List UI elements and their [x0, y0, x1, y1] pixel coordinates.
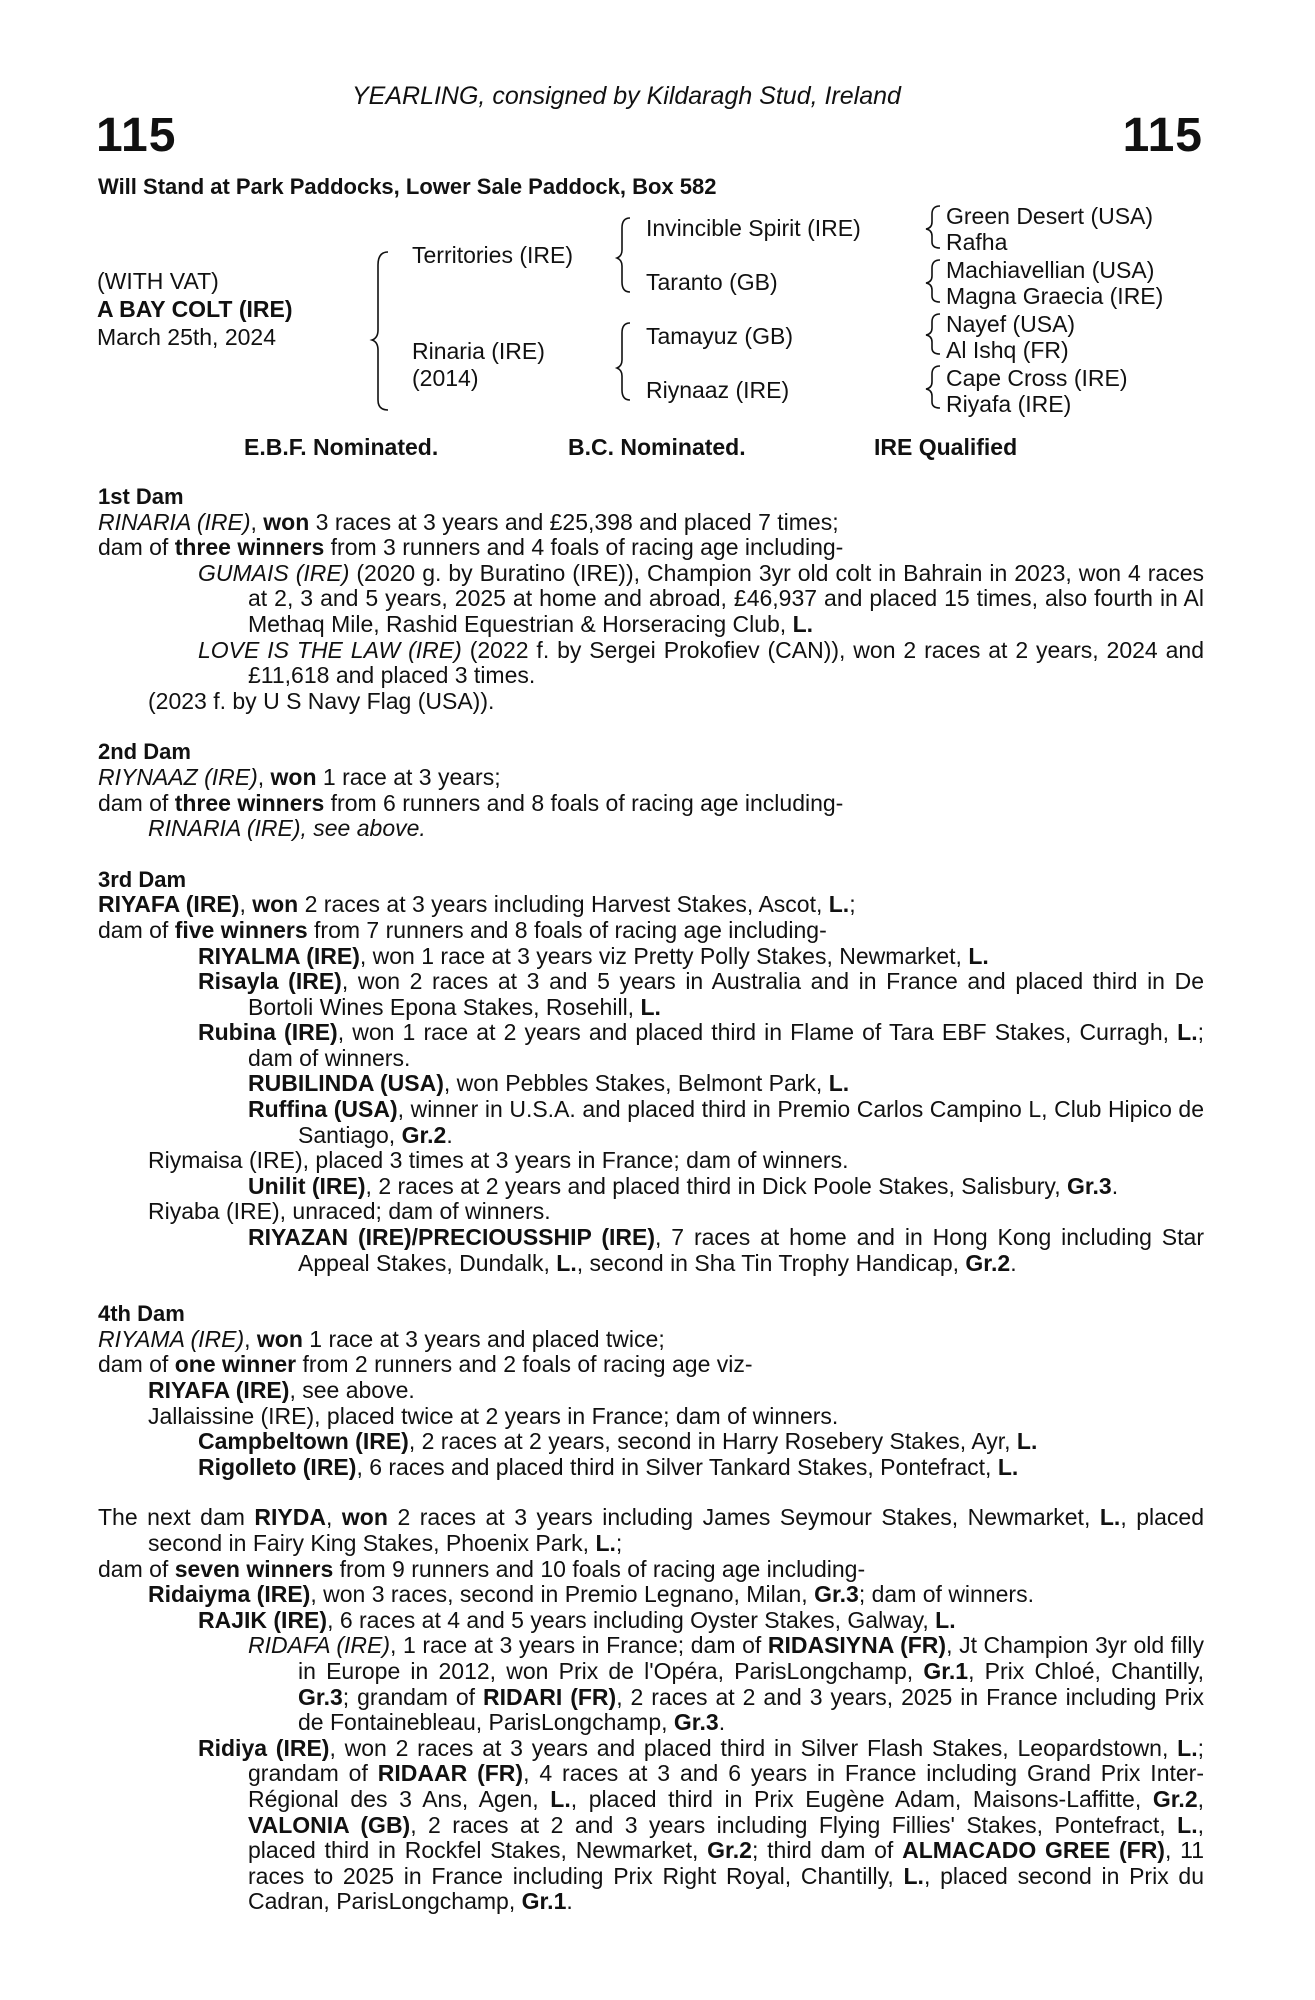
second-dam-heading: 2nd Dam — [98, 739, 191, 765]
second-dam-line: RIYNAAZ (IRE), won 1 race at 3 years; — [98, 763, 501, 790]
third-dam-grandprogeny-1: RUBILINDA (USA), won Pebbles Stakes, Belmont Park, L. — [248, 1070, 850, 1097]
third-dam-progeny-3: Rubina (IRE), won 1 race at 2 years and placed third in Flame of Tara EBF Stakes, Curragh, L.; dam of winners. — [198, 1019, 1204, 1071]
dds: Cape Cross (IRE) — [946, 365, 1128, 391]
third-dam-progeny-2: Risayla (IRE), won 2 races at 3 and 5 years in Australia and in France and placed third in De Bortoli Wines Epona Stakes, Rosehill, L. — [198, 968, 1204, 1020]
sds: Machiavellian (USA) — [946, 257, 1155, 283]
consignment-line: YEARLING, consigned by Kildaragh Stud, Ireland — [352, 82, 901, 110]
third-dam-grandprogeny-3: Unilit (IRE), 2 races at 2 years and placed third in Dick Poole Stakes, Salisbury, Gr.3. — [248, 1172, 1119, 1199]
next-dam-line: The next dam RIYDA, won 2 races at 3 years including James Seymour Stakes, Newmarket, L., placed second in Fairy King Stakes, Phoenix Park, L.; — [98, 1504, 1205, 1556]
third-dam-progeny-4: Riymaisa (IRE), placed 3 times at 3 years in France; dam of winners. — [148, 1147, 849, 1174]
ssd: Rafha — [946, 229, 1008, 255]
sdd: Magna Graecia (IRE) — [946, 283, 1164, 309]
lot-number-right: 115 — [1122, 109, 1203, 162]
fourth-dam-produce-summary: dam of one winner from 2 runners and 2 foals of racing age viz- — [98, 1351, 753, 1378]
third-dam-heading: 3rd Dam — [98, 866, 187, 892]
first-dam-progeny-1: GUMAIS (IRE) (2020 g. by Buratino (IRE)), Champion 3yr old colt in Bahrain in 2023, won 4 races at 2, 3 and 5 years, 2025 at home and abroad, £46,937 and placed 15 times, also fourth in Al Methaq Mile, Rashid Equestrian & Horseracing Club, L. — [198, 559, 1205, 637]
third-dam-grandprogeny-2: Ruffina (USA), winner in U.S.A. and placed third in Premio Carlos Campino L, Club Hipico de Santiago, Gr.2. — [248, 1096, 1204, 1148]
first-dam-produce-summary: dam of three winners from 3 runners and 4 foals of racing age including- — [98, 534, 844, 561]
vat-note: (WITH VAT) — [97, 268, 219, 294]
sire-dam: Taranto (GB) — [646, 269, 778, 295]
dam-dam: Riynaaz (IRE) — [646, 377, 790, 403]
dam-sire: Tamayuz (GB) — [646, 323, 793, 349]
second-dam-produce-summary: dam of three winners from 6 runners and 8 foals of racing age including- — [98, 789, 844, 816]
third-dam-grandprogeny-4: RIYAZAN (IRE)/PRECIOUSSHIP (IRE), 7 races at home and in Hong Kong including Star Appeal Stakes, Dundalk, L., second in Sha Tin Trophy Handicap, Gr.2. — [248, 1224, 1204, 1276]
bc-nominated: B.C. Nominated. — [568, 434, 746, 460]
fourth-dam-grandprogeny-2: Rigolleto (IRE), 6 races and placed third in Silver Tankard Stakes, Pontefract, L. — [198, 1453, 1019, 1480]
second-dam-progeny-1: RINARIA (IRE), see above. — [148, 815, 426, 842]
third-dam-line: RIYAFA (IRE), won 2 races at 3 years including Harvest Stakes, Ascot, L.; — [98, 891, 856, 918]
third-dam-produce-summary: dam of five winners from 7 runners and 8 foals of racing age including- — [98, 916, 827, 943]
lot-number-left: 115 — [96, 109, 177, 162]
ebf-nominated: E.B.F. Nominated. — [244, 434, 439, 460]
fourth-dam-grandprogeny-1: Campbeltown (IRE), 2 races at 2 years, second in Harry Rosebery Stakes, Ayr, L. — [198, 1428, 1038, 1455]
third-dam-progeny-1: RIYALMA (IRE), won 1 race at 3 years viz Pretty Polly Stakes, Newmarket, L. — [198, 942, 989, 969]
foaling-date: March 25th, 2024 — [97, 324, 277, 350]
first-dam-progeny-3: (2023 f. by U S Navy Flag (USA)). — [148, 687, 495, 714]
sire-sire: Invincible Spirit (IRE) — [646, 215, 861, 241]
ire-qualified: IRE Qualified — [874, 434, 1018, 460]
next-dam-produce-summary: dam of seven winners from 9 runners and 10 foals of racing age including- — [98, 1555, 866, 1582]
sss: Green Desert (USA) — [946, 203, 1154, 229]
next-dam-grandprogeny-1: RAJIK (IRE), 6 races at 4 and 5 years including Oyster Stakes, Galway, L. — [198, 1606, 956, 1633]
next-dam-progeny-2: Ridiya (IRE), won 2 races at 3 years and placed third in Silver Flash Stakes, Leopardstown, L.; grandam of RIDAAR (FR), 4 races at 3 and 6 years in France including Grand Prix Inter-Régional des 3 Ans, Agen, L., placed third in Prix Eugène Adam, Maisons-Laffitte, Gr.2, VALONIA (GB), 2 races at 2 and 3 years including Flying Fillies' Stakes, Pontefract, L., placed third in Rockfel Stakes, Newmarket, Gr.2; third dam of ALMACADO GREE (FR), 11 races to 2025 in France including Prix Right Royal, Chantilly, L., placed second in Prix du Cadran, ParisLongchamp, Gr.1. — [198, 1734, 1205, 1915]
first-dam-progeny-2: LOVE IS THE LAW (IRE) (2022 f. by Sergei Prokofiev (CAN)), won 2 races at 2 years, 2024 and £11,618 and placed 3 times. — [198, 636, 1204, 689]
next-dam-progeny-1: Ridaiyma (IRE), won 3 races, second in Premio Legnano, Milan, Gr.3; dam of winners. — [148, 1581, 1034, 1608]
first-dam-line: RINARIA (IRE), won 3 races at 3 years and £25,398 and placed 7 times; — [98, 508, 839, 535]
dam: Rinaria (IRE) — [412, 338, 545, 364]
third-dam-progeny-5: Riyaba (IRE), unraced; dam of winners. — [148, 1198, 551, 1225]
first-dam-heading: 1st Dam — [98, 484, 184, 509]
fourth-dam-progeny-2: Jallaissine (IRE), placed twice at 2 years in France; dam of winners. — [148, 1402, 839, 1429]
next-dam-grandprogeny-2: RIDAFA (IRE), 1 race at 3 years in France; dam of RIDASIYNA (FR), Jt Champion 3yr old filly in Europe in 2012, won Prix de l'Opéra, ParisLongchamp, Gr.1, Prix Chloé, Chantilly, Gr.3; grandam of RIDARI (FR), 2 races at 2 and 3 years, 2025 in France including Prix de Fontainebleau, ParisLongchamp, Gr.3. — [248, 1632, 1205, 1736]
fourth-dam-heading: 4th Dam — [98, 1301, 185, 1327]
fourth-dam-line: RIYAMA (IRE), won 1 race at 3 years and placed twice; — [98, 1325, 665, 1352]
stand-location: Will Stand at Park Paddocks, Lower Sale Paddock, Box 582 — [98, 174, 717, 199]
sire: Territories (IRE) — [412, 242, 574, 268]
dsd: Al Ishq (FR) — [946, 337, 1069, 363]
dam-foaling-year: (2014) — [412, 365, 479, 391]
ddd: Riyafa (IRE) — [946, 391, 1072, 417]
catalogue-body — [98, 484, 1204, 1915]
fourth-dam-progeny-1: RIYAFA (IRE), see above. — [148, 1377, 415, 1403]
horse-name: A BAY COLT (IRE) — [97, 296, 293, 322]
dss: Nayef (USA) — [946, 311, 1076, 337]
